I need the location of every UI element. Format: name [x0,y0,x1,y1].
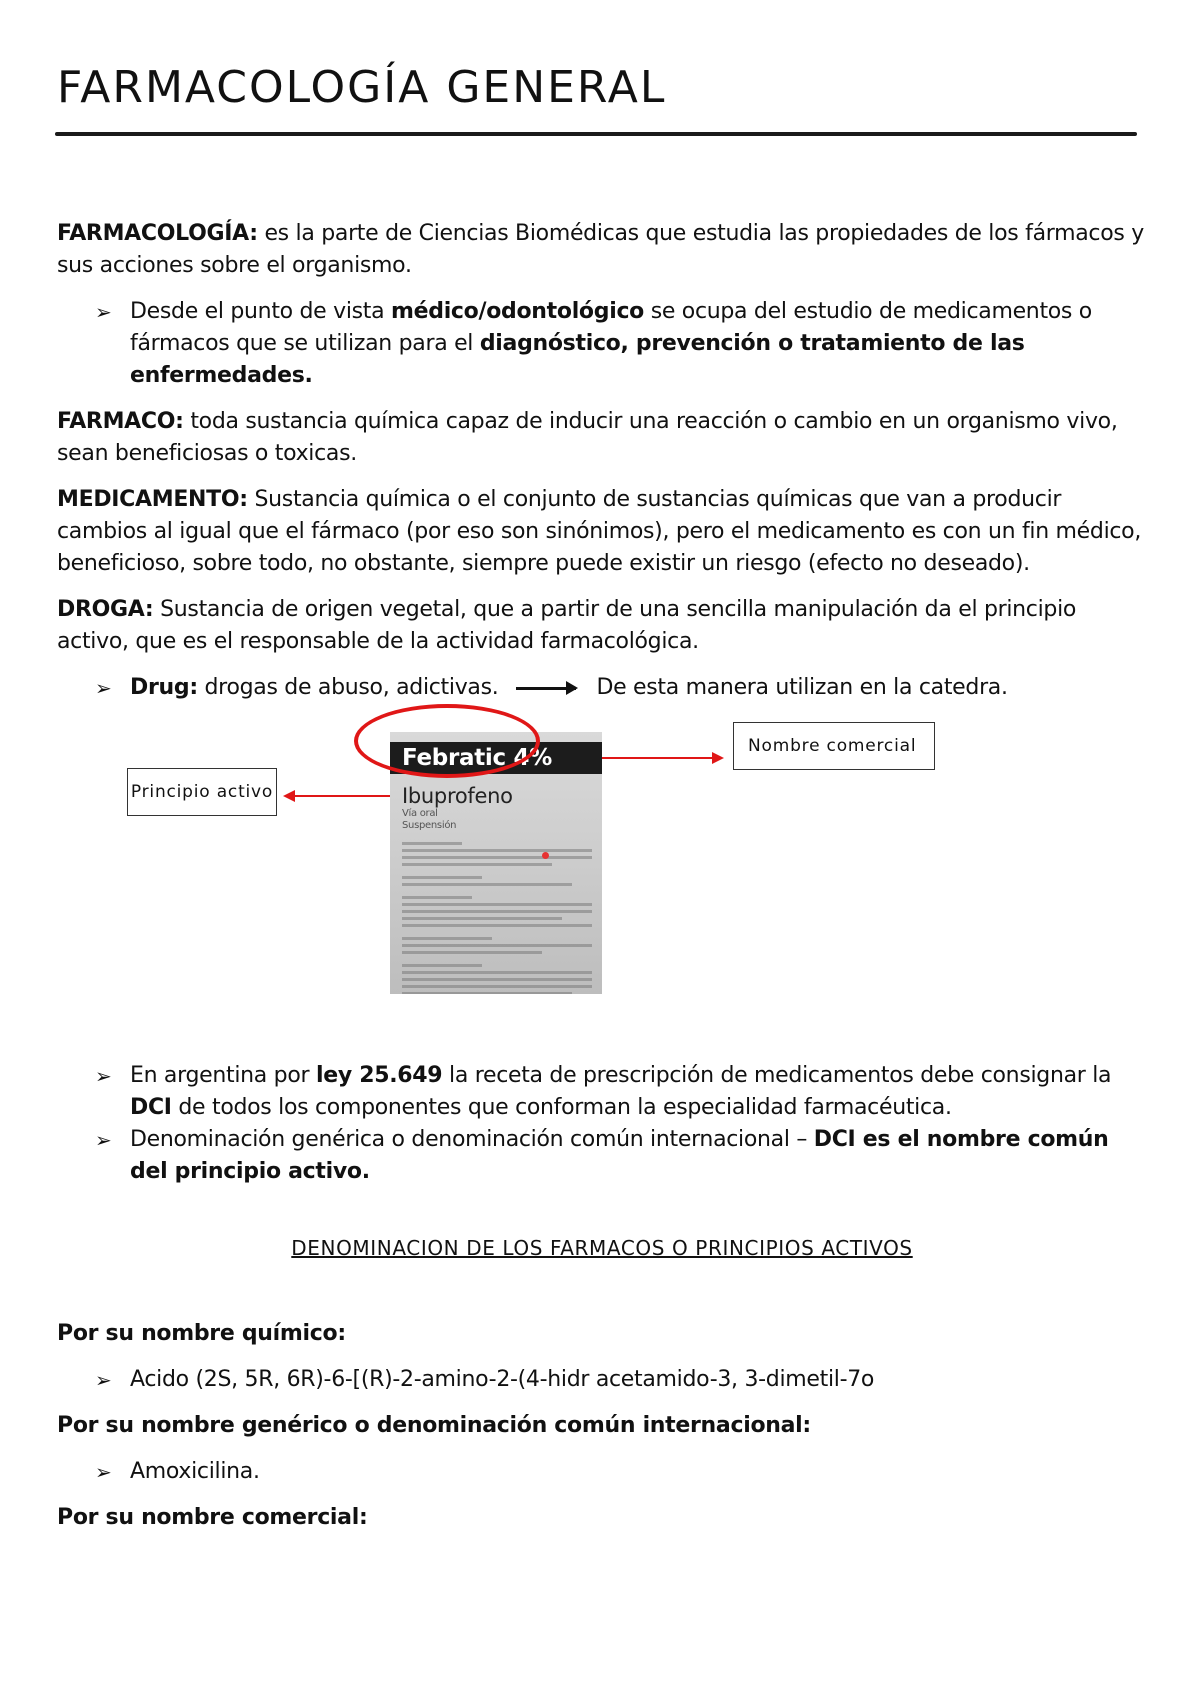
farmaco-definition [57,406,1147,470]
product-form: Suspensión [402,820,457,831]
quimico-bullets [57,1364,1147,1396]
medicamento-term: MEDICAMENTO: [57,487,248,512]
principio-activo-label: Principio activo [127,768,277,816]
bullet-text: Desde el punto de vista [130,299,391,324]
bullet-text: Acido (2S, 5R, 6R)-6-[(R)-2-amino-2-(4-hidr acetamido-3, 3-dimetil-7o [130,1367,875,1392]
document-body [57,218,1147,1548]
arrow-bullet-icon: ➢ [95,1128,112,1152]
bullet-text: se ocupa del estudio de medicamentos o fármacos que se utilizan para el [130,299,1092,356]
droga-definition [57,594,1147,658]
farmaco-term: FARMACO: [57,409,184,434]
farmacologia-bullets [57,296,1147,392]
product-brand-name: Febratic 4% [402,745,552,771]
page-title: FARMACOLOGÍA GENERAL [57,62,667,113]
arrow-bullet-icon: ➢ [95,300,112,324]
generico-bullets [57,1456,1147,1488]
droga-term: DROGA: [57,597,154,622]
drug-term: Drug: [130,675,198,700]
red-arrow-left-line [293,795,391,797]
comercial-label: Por su nombre comercial: [57,1505,368,1530]
right-arrow-icon [516,687,576,690]
bullet-bold: DCI [130,1095,172,1120]
farmaco-text: toda sustancia química capaz de inducir una reacción o cambio en un organismo vivo, sean beneficiosas o toxicas. [57,409,1118,466]
medicine-label-figure [57,710,1147,1050]
list-item [57,1060,1147,1124]
farmacologia-definition [57,218,1147,282]
arrow-bullet-icon: ➢ [95,1368,112,1392]
bullet-text: Amoxicilina. [130,1459,260,1484]
bullet-bold: médico/odontológico [391,299,644,324]
list-item [57,1124,1147,1188]
list-item [57,1364,1147,1396]
product-active-ingredient: Ibuprofeno [402,784,513,808]
bullet-text: En argentina por [130,1063,316,1088]
farmacologia-term: FARMACOLOGÍA: [57,221,258,246]
title-underline [55,132,1137,136]
product-route: Vía oral [402,808,438,819]
red-arrow-right-icon [712,752,724,764]
red-circle-highlight [354,704,540,778]
quimico-label: Por su nombre químico: [57,1321,346,1346]
product-fine-print [402,842,592,994]
red-arrow-right-line [602,757,712,759]
generico-label: Por su nombre genérico o denominación común internacional: [57,1413,811,1438]
bullet-text: de todos los componentes que conforman la especialidad farmacéutica. [171,1095,952,1120]
drug-text: drogas de abuso, adictivas. [197,675,499,700]
droga-text: Sustancia de origen vegetal, que a partir de una sencilla manipulación da el principio activo, que es el responsable de la actividad farmacológica. [57,597,1077,654]
red-dot-marker [542,852,549,859]
droga-bullets [57,672,1147,704]
list-item [57,296,1147,392]
bullet-text: la receta de prescripción de medicamentos debe consignar la [442,1063,1112,1088]
dci-bullets [57,1060,1147,1188]
arrow-bullet-icon: ➢ [95,1460,112,1484]
bullet-bold: diagnóstico, prevención o tratamiento de las enfermedades. [130,331,1025,388]
medicamento-definition [57,484,1147,580]
bullet-bold: DCI es el nombre común del principio activo. [130,1127,1109,1184]
list-item [57,1456,1147,1488]
arrow-bullet-icon: ➢ [95,676,112,700]
arrow-bullet-icon: ➢ [95,1064,112,1088]
bullet-bold: ley 25.649 [315,1063,443,1088]
section-heading: DENOMINACION DE LOS FARMACOS O PRINCIPIOS ACTIVOS [291,1236,913,1260]
bullet-text: Denominación genérica o denominación común internacional – [130,1127,814,1152]
list-item [57,672,1147,704]
nombre-comercial-label: Nombre comercial [733,722,935,770]
farmacologia-text: es la parte de Ciencias Biomédicas que estudia las propiedades de los fármacos y sus acciones sobre el organismo. [57,221,1144,278]
medicamento-text: Sustancia química o el conjunto de sustancias químicas que van a producir cambios al igual que el fármaco (por eso son sinónimos), pero el medicamento es con un fin médico, beneficioso, sobre todo, no obstante, siempre puede existir un riesgo (efecto no deseado). [57,487,1142,576]
drug-note: De esta manera utilizan en la catedra. [596,675,1008,700]
